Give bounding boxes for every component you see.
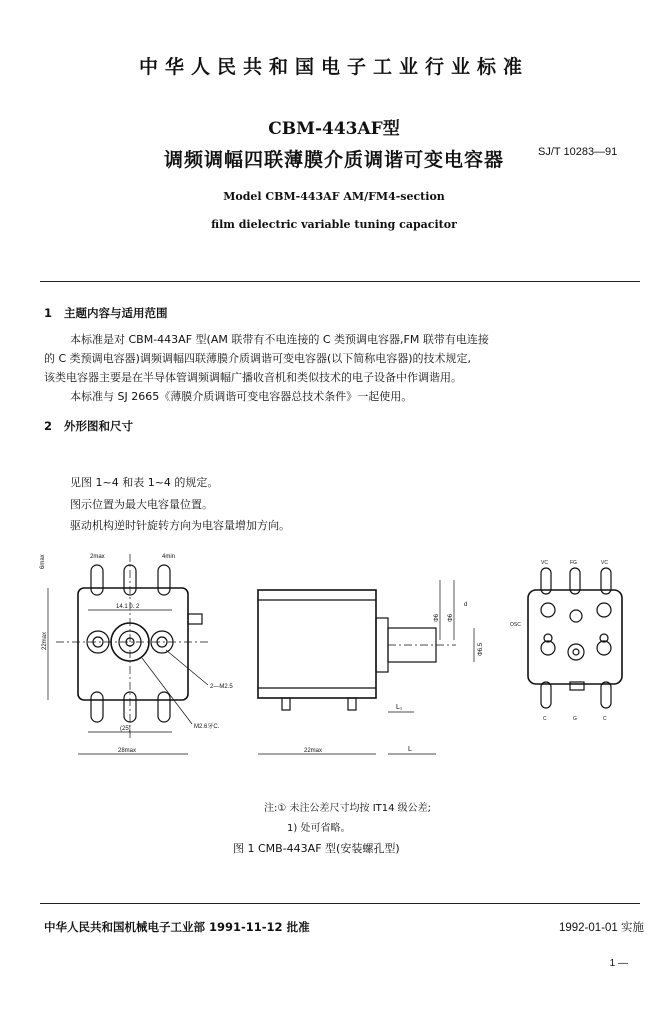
section-heading-text: 外形图和尺寸 xyxy=(64,419,134,433)
technical-drawing xyxy=(36,540,656,775)
terminal-label: VC xyxy=(601,560,608,566)
dim-l1: L₁ xyxy=(396,704,403,711)
section-2-paragraph-line: 驱动机构逆时针旋转方向为电容量增加方向。 xyxy=(70,519,290,532)
terminal-label: FG xyxy=(570,560,577,566)
dim-4min: 4min xyxy=(162,554,176,560)
section-1-paragraph-line: 本标准与 SJ 2665《薄膜介质调谐可变电容器总技术条件》一起使用。 xyxy=(70,390,413,403)
standard-header-title: 中华人民共和国电子工业行业标准 xyxy=(138,56,529,78)
standard-code: SJ/T 10283—91 xyxy=(538,146,618,158)
section-number: 1 xyxy=(44,306,53,320)
terminal-label: VC xyxy=(541,560,548,566)
section-2-paragraph-line: 图示位置为最大电容量位置。 xyxy=(70,498,213,511)
section-heading-text: 主题内容与适用范围 xyxy=(64,306,168,320)
figure-note-line: 注:① 未注公差尺寸均按 IT14 级公差; xyxy=(264,803,432,814)
section-1-paragraph-line: 本标准是对 CBM-443AF 型(AM 联带有不电连接的 C 类预调电容器,FM 联带有电连接 xyxy=(70,333,489,346)
document-title-cn: 调频调幅四联薄膜介质调谐可变电容器 xyxy=(163,149,504,171)
dim-d6: Φ6 xyxy=(434,613,440,622)
dim-25: (25) xyxy=(120,726,131,732)
header-divider xyxy=(40,281,640,282)
dim-d: d xyxy=(464,602,468,608)
terminal-label: C xyxy=(543,716,547,722)
terminal-label: G xyxy=(573,716,577,722)
section-2-heading xyxy=(44,418,133,434)
dim-d-small: Φ6.5 xyxy=(478,642,484,656)
dim-m25: 2—M2.5 xyxy=(210,684,233,690)
section-number: 2 xyxy=(44,419,53,433)
document-title-en-line2: film dielectric variable tuning capacitor xyxy=(211,218,457,231)
document-title-en-line1: Model CBM-443AF AM/FM4-section xyxy=(223,190,445,203)
front-view xyxy=(40,554,233,754)
section-1-paragraph-line: 的 C 类预调电容器)调频调幅四联薄膜介质调谐可变电容器(以下简称电容器)的技术规定, xyxy=(44,352,472,365)
dim-22max-b: 22max xyxy=(304,748,323,754)
dim-22max: 22max xyxy=(42,631,48,650)
dim-6max: 6max xyxy=(40,554,46,569)
terminal-label: C xyxy=(603,716,607,722)
section-1-paragraph-line: 该类电容器主要是在半导体管调频调幅广播收音机和类似技术的电子设备中作调谐用。 xyxy=(44,371,462,384)
model-title: CBM-443AF型 xyxy=(268,119,400,139)
side-view xyxy=(258,580,484,754)
section-2-paragraph-line: 见图 1~4 和表 1~4 的规定。 xyxy=(70,476,219,489)
figure-note-line: 1) 处可省略。 xyxy=(287,823,351,834)
implementation-date: 1992-01-01 实施 xyxy=(558,922,644,934)
dim-28max: 28max xyxy=(118,748,137,754)
dim-14: 14.1 0. 2 xyxy=(116,604,140,610)
section-1-heading xyxy=(44,305,168,321)
page-number: 1 — xyxy=(609,958,628,969)
rear-view xyxy=(510,560,622,722)
dim-2max: 2max xyxy=(90,554,105,560)
dim-l: L xyxy=(408,746,412,753)
dim-d6b: Φ6 xyxy=(448,613,454,622)
terminal-label: OSC xyxy=(510,622,521,628)
footer-divider xyxy=(40,903,640,904)
figure-caption: 图 1 CMB-443AF 型(安装螺孔型) xyxy=(233,842,400,855)
dim-m26: M2.6牙C. xyxy=(194,724,220,730)
approval-line: 中华人民共和国机械电子工业部 1991-11-12 批准 xyxy=(44,920,310,934)
